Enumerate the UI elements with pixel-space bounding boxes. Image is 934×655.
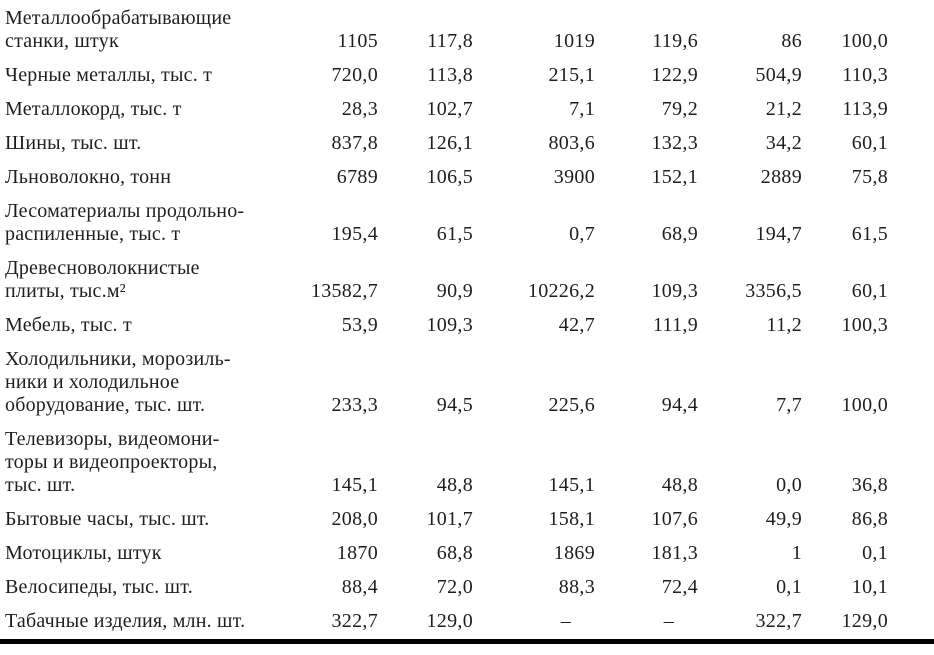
value-cell: 109,3 bbox=[426, 314, 473, 336]
value-cell: 109,3 bbox=[651, 280, 698, 302]
value-cell: 21,2 bbox=[765, 98, 802, 120]
value-cell: 803,6 bbox=[548, 132, 595, 154]
value-cell: 34,2 bbox=[765, 132, 802, 154]
value-cell: 145,1 bbox=[331, 474, 378, 496]
value-cell: 68,8 bbox=[436, 542, 473, 564]
value-cell: 88,4 bbox=[341, 576, 378, 598]
value-cell: 1870 bbox=[336, 542, 378, 564]
product-name-cell: Мотоциклы, штук bbox=[5, 542, 162, 564]
value-cell: 72,0 bbox=[436, 576, 473, 598]
table-row bbox=[0, 127, 934, 161]
value-cell: 504,9 bbox=[755, 64, 802, 86]
value-cell: 132,3 bbox=[651, 132, 698, 154]
value-cell: 6789 bbox=[336, 166, 378, 188]
product-name-cell: Велосипеды, тыс. шт. bbox=[5, 576, 193, 598]
value-cell: 110,3 bbox=[842, 64, 888, 86]
value-cell: 10,1 bbox=[851, 576, 888, 598]
value-cell: 79,2 bbox=[661, 98, 698, 120]
value-cell: 101,7 bbox=[426, 508, 473, 530]
value-cell: 100,0 bbox=[841, 30, 888, 52]
value-cell: 129,0 bbox=[426, 610, 473, 632]
value-cell: 3356,5 bbox=[745, 280, 802, 302]
value-cell: 0,1 bbox=[776, 576, 802, 598]
table-row bbox=[0, 252, 934, 309]
value-cell: 86,8 bbox=[851, 508, 888, 530]
value-cell: 88,3 bbox=[558, 576, 595, 598]
table-row bbox=[0, 93, 934, 127]
table-row bbox=[0, 195, 934, 252]
value-cell: 48,8 bbox=[436, 474, 473, 496]
value-cell: 0,1 bbox=[862, 542, 888, 564]
product-name-cell: Бытовые часы, тыс. шт. bbox=[5, 508, 210, 530]
table-row bbox=[0, 537, 934, 571]
value-cell: 195,4 bbox=[331, 223, 378, 245]
value-cell: 208,0 bbox=[331, 508, 378, 530]
value-cell: 7,1 bbox=[569, 98, 595, 120]
value-cell: 225,6 bbox=[548, 394, 595, 416]
value-cell: 126,1 bbox=[426, 132, 473, 154]
value-cell: 100,3 bbox=[841, 314, 888, 336]
value-cell: 145,1 bbox=[548, 474, 595, 496]
value-cell: 111,9 bbox=[652, 314, 698, 336]
table-row bbox=[0, 503, 934, 537]
value-cell: 322,7 bbox=[331, 610, 378, 632]
value-cell: – bbox=[663, 610, 674, 632]
product-name-cell: Древесноволокнистые плиты, тыс.м² bbox=[5, 257, 200, 302]
table-row bbox=[0, 309, 934, 343]
value-cell: 100,0 bbox=[841, 394, 888, 416]
value-cell: 233,3 bbox=[331, 394, 378, 416]
value-cell: 181,3 bbox=[651, 542, 698, 564]
value-cell: 117,8 bbox=[427, 30, 473, 52]
value-cell: 68,9 bbox=[661, 223, 698, 245]
product-name-cell: Черные металлы, тыс. т bbox=[5, 64, 213, 86]
value-cell: 3900 bbox=[553, 166, 595, 188]
product-name-cell: Металлообрабатывающие станки, штук bbox=[5, 7, 232, 52]
value-cell: 2889 bbox=[760, 166, 802, 188]
value-cell: 72,4 bbox=[661, 576, 698, 598]
value-cell: 158,1 bbox=[548, 508, 595, 530]
table-row bbox=[0, 605, 934, 642]
value-cell: 107,6 bbox=[651, 508, 698, 530]
value-cell: 94,5 bbox=[436, 394, 473, 416]
product-name-cell: Металлокорд, тыс. т bbox=[5, 98, 182, 120]
value-cell: – bbox=[560, 610, 571, 632]
table-row bbox=[0, 59, 934, 93]
value-cell: 86 bbox=[781, 30, 802, 52]
value-cell: 53,9 bbox=[341, 314, 378, 336]
value-cell: 28,3 bbox=[341, 98, 378, 120]
product-name-cell: Табачные изделия, млн. шт. bbox=[5, 610, 246, 632]
product-name-cell: Телевизоры, видеомони- торы и видеопроекторы, тыс. шт. bbox=[5, 428, 220, 496]
value-cell: 129,0 bbox=[841, 610, 888, 632]
value-cell: 61,5 bbox=[851, 223, 888, 245]
value-cell: 11,2 bbox=[766, 314, 802, 336]
value-cell: 106,5 bbox=[426, 166, 473, 188]
table-row bbox=[0, 571, 934, 605]
value-cell: 1 bbox=[791, 542, 802, 564]
value-cell: 113,9 bbox=[842, 98, 888, 120]
product-name-cell: Лесоматериалы продольно- распиленные, тыс. т bbox=[5, 200, 245, 245]
value-cell: 122,9 bbox=[651, 64, 698, 86]
table-row bbox=[0, 343, 934, 423]
value-cell: 1869 bbox=[553, 542, 595, 564]
value-cell: 13582,7 bbox=[310, 280, 378, 302]
product-name-cell: Холодильники, морозиль- ники и холодильное оборудование, тыс. шт. bbox=[5, 348, 231, 416]
value-cell: 837,8 bbox=[331, 132, 378, 154]
table-body bbox=[0, 2, 934, 642]
value-cell: 60,1 bbox=[851, 280, 888, 302]
value-cell: 1019 bbox=[553, 30, 595, 52]
product-name-cell: Шины, тыс. шт. bbox=[5, 132, 142, 154]
value-cell: 7,7 bbox=[776, 394, 802, 416]
value-cell: 119,6 bbox=[652, 30, 698, 52]
product-name-cell: Льноволокно, тонн bbox=[5, 166, 172, 188]
value-cell: 61,5 bbox=[436, 223, 473, 245]
value-cell: 113,8 bbox=[427, 64, 473, 86]
value-cell: 0,0 bbox=[776, 474, 802, 496]
value-cell: 42,7 bbox=[558, 314, 595, 336]
value-cell: 90,9 bbox=[436, 280, 473, 302]
value-cell: 215,1 bbox=[548, 64, 595, 86]
value-cell: 49,9 bbox=[765, 508, 802, 530]
value-cell: 60,1 bbox=[851, 132, 888, 154]
production-table bbox=[0, 2, 934, 644]
table-row bbox=[0, 2, 934, 59]
value-cell: 10226,2 bbox=[527, 280, 595, 302]
value-cell: 75,8 bbox=[851, 166, 888, 188]
value-cell: 36,8 bbox=[851, 474, 888, 496]
value-cell: 152,1 bbox=[651, 166, 698, 188]
table-row bbox=[0, 423, 934, 503]
value-cell: 0,7 bbox=[569, 223, 595, 245]
table-row bbox=[0, 161, 934, 195]
value-cell: 48,8 bbox=[661, 474, 698, 496]
value-cell: 194,7 bbox=[755, 223, 802, 245]
product-name-cell: Мебель, тыс. т bbox=[5, 314, 132, 336]
value-cell: 102,7 bbox=[426, 98, 473, 120]
value-cell: 94,4 bbox=[661, 394, 698, 416]
value-cell: 322,7 bbox=[755, 610, 802, 632]
value-cell: 720,0 bbox=[331, 64, 378, 86]
value-cell: 1105 bbox=[337, 30, 378, 52]
